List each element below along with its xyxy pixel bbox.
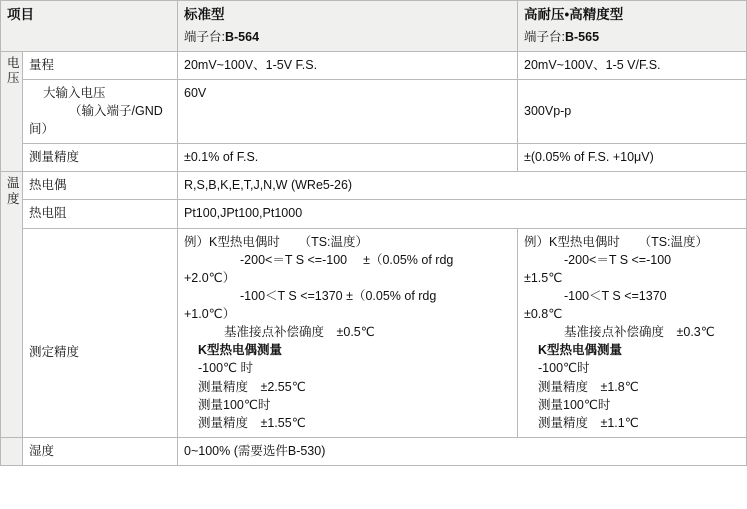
table-row-measure-accuracy xyxy=(1,144,747,172)
cell-humidity-value: 0~100% (需要选件B-530) xyxy=(178,437,747,465)
row-label-max-input-line3: 间） xyxy=(29,122,55,137)
std-line-9: 测量100℃时 xyxy=(198,397,271,412)
row-label-range: 量程 xyxy=(23,51,178,79)
row-label-rtd: 热电阻 xyxy=(23,200,178,228)
row-label-max-input-line1: 大输入电压 xyxy=(43,85,106,100)
cell-measure-accuracy-standard: ±0.1% of F.S. xyxy=(178,144,518,172)
cell-rtd-value: Pt100,JPt100,Pt1000 xyxy=(178,200,747,228)
std-line-1: -200<＝T S <=-100 ±（0.05% of rdg xyxy=(240,252,454,267)
cell-thermocouple-value: R,S,B,K,E,T,J,N,W (WRe5-26) xyxy=(178,172,747,200)
row-label-humidity: 湿度 xyxy=(23,437,178,465)
high-line-8: 测量精度 ±1.8℃ xyxy=(538,379,639,394)
table-row-temp-accuracy xyxy=(1,228,747,437)
high-line-9: 测量100℃时 xyxy=(538,397,611,412)
std-line-6: K型热电偶测量 xyxy=(198,343,283,358)
header-high-title: 高耐压•高精度型 xyxy=(524,7,624,22)
high-line-5: 基准接点补偿确度 ±0.3℃ xyxy=(564,325,715,340)
table-row-range xyxy=(1,51,747,79)
high-line-6: K型热电偶测量 xyxy=(538,343,623,358)
cell-max-input-high xyxy=(518,79,747,143)
table-body xyxy=(1,51,747,465)
table-row-rtd xyxy=(1,200,747,228)
high-line-0: 例）K型热电偶时 （TS:温度） xyxy=(524,234,709,249)
cell-temp-accuracy-standard xyxy=(178,228,518,437)
cell-measure-accuracy-high: ±(0.05% of F.S. +10μV) xyxy=(518,144,747,172)
header-high-terminal xyxy=(524,28,740,46)
header-item-label: 项目 xyxy=(7,7,34,22)
header-standard-title: 标准型 xyxy=(184,7,225,22)
cell-temp-accuracy-high xyxy=(518,228,747,437)
std-line-0: 例）K型热电偶时 （TS:温度） xyxy=(184,234,369,249)
cell-range-standard: 20mV~100V、1-5V F.S. xyxy=(178,51,518,79)
group-label-voltage xyxy=(1,51,23,172)
high-line-3: -100＜T S <=1370 xyxy=(564,288,667,303)
header-standard-terminal xyxy=(184,28,511,46)
std-line-7: -100℃ 时 xyxy=(198,361,254,376)
table-header xyxy=(1,1,747,52)
row-label-max-input xyxy=(23,79,178,143)
cell-max-input-high-spacer xyxy=(524,84,740,102)
header-row xyxy=(1,1,747,52)
table-row-thermocouple xyxy=(1,172,747,200)
std-line-10: 测量精度 ±1.55℃ xyxy=(198,415,306,430)
row-label-temp-accuracy xyxy=(23,228,178,437)
high-line-4: ±0.8℃ xyxy=(524,307,563,322)
table-row-max-input-voltage xyxy=(1,79,747,143)
table-row-humidity xyxy=(1,437,747,465)
row-label-measure-accuracy: 测量精度 xyxy=(23,144,178,172)
cell-range-high: 20mV~100V、1-5 V/F.S. xyxy=(518,51,747,79)
header-item-column xyxy=(1,1,178,52)
std-line-5: 基准接点补偿确度 ±0.5℃ xyxy=(224,325,375,340)
cell-max-input-standard: 60V xyxy=(178,79,518,143)
row-label-temp-accuracy-text: 测定精度 xyxy=(29,344,80,359)
header-high-terminal-prefix: 端子台: xyxy=(524,29,565,44)
row-label-thermocouple: 热电偶 xyxy=(23,172,178,200)
group-label-temperature-text: 温度 xyxy=(7,176,20,206)
header-high-terminal-model: B-565 xyxy=(564,29,600,44)
high-line-1: -200<＝T S <=-100 xyxy=(564,252,672,267)
header-standard-terminal-model: B-564 xyxy=(224,29,260,44)
group-label-temperature xyxy=(1,172,23,438)
std-line-8: 测量精度 ±2.55℃ xyxy=(198,379,306,394)
group-label-voltage-text: 电压 xyxy=(7,55,20,86)
high-line-10: 测量精度 ±1.1℃ xyxy=(538,415,639,430)
group-label-humidity xyxy=(1,437,23,465)
std-line-2: +2.0℃） xyxy=(184,270,236,285)
header-standard-terminal-prefix: 端子台: xyxy=(184,29,225,44)
high-line-2: ±1.5℃ xyxy=(524,270,563,285)
header-standard-column xyxy=(178,1,518,52)
std-line-4: +1.0℃） xyxy=(184,307,236,322)
header-high-precision-column xyxy=(518,1,747,52)
row-label-max-input-line2: （输入端子/GND xyxy=(69,103,163,118)
std-line-3: -100＜T S <=1370 ±（0.05% of rdg xyxy=(240,288,437,303)
high-line-7: -100℃时 xyxy=(538,361,590,376)
cell-max-input-high-text: 300Vp-p xyxy=(524,103,572,118)
